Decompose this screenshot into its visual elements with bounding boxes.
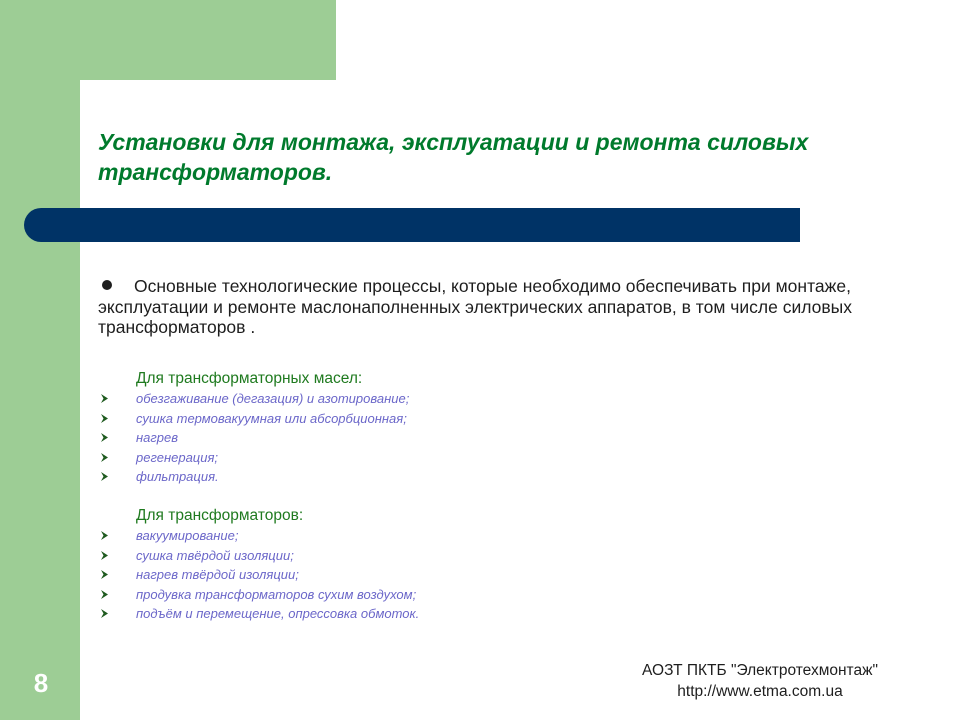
arrow-bullet-icon bbox=[100, 453, 136, 462]
list-item-text: продувка трансформаторов сухим воздухом; bbox=[136, 586, 417, 602]
transformers-heading: Для трансформаторов: bbox=[136, 507, 304, 524]
list-item-text: регенерация; bbox=[136, 449, 219, 465]
intro-text: Основные технологические процессы, которые необходимо обеспечивать при монтаже, эксплуатации и ремонте маслонаполненных электрических аппаратов, в том числе силовых трансформаторов . bbox=[98, 276, 852, 337]
footer bbox=[610, 660, 910, 702]
arrow-bullet-icon bbox=[100, 570, 136, 579]
footer-url: http://www.etma.com.ua bbox=[677, 683, 843, 700]
arrow-bullet-icon bbox=[100, 414, 136, 423]
list-item bbox=[100, 467, 409, 487]
list-item bbox=[100, 526, 419, 546]
list-item-text: сушка термовакуумная или абсорбционная; bbox=[136, 410, 407, 426]
list-item bbox=[100, 546, 419, 566]
slide-title: Установки для монтажа, эксплуатации и ремонта силовых трансформаторов. bbox=[98, 129, 809, 185]
list-item-text: фильтрация. bbox=[136, 469, 219, 485]
list-item bbox=[100, 565, 419, 585]
oils-heading: Для трансформаторных масел: bbox=[136, 370, 363, 387]
green-side-frame bbox=[0, 0, 80, 720]
list-item bbox=[100, 585, 419, 605]
intro-paragraph bbox=[98, 276, 938, 338]
oils-list bbox=[100, 389, 409, 487]
list-item-text: нагрев твёрдой изоляции; bbox=[136, 567, 299, 583]
title-divider-bar bbox=[24, 208, 800, 242]
arrow-bullet-icon bbox=[100, 590, 136, 599]
list-item bbox=[100, 604, 419, 624]
arrow-bullet-icon bbox=[100, 609, 136, 618]
arrow-bullet-icon bbox=[100, 433, 136, 442]
list-item-text: вакуумирование; bbox=[136, 528, 239, 544]
bullet-dot-icon bbox=[102, 280, 112, 290]
list-item-text: обезгаживание (дегазация) и азотирование; bbox=[136, 391, 410, 407]
transformers-list bbox=[100, 526, 419, 624]
arrow-bullet-icon bbox=[100, 394, 136, 403]
list-item-text: подъём и перемещение, опрессовка обмоток. bbox=[136, 606, 420, 622]
list-item-text: сушка твёрдой изоляции; bbox=[136, 547, 294, 563]
arrow-bullet-icon bbox=[100, 472, 136, 481]
green-top-frame bbox=[0, 0, 336, 80]
list-item-text: нагрев bbox=[136, 430, 179, 446]
arrow-bullet-icon bbox=[100, 551, 136, 560]
list-item bbox=[100, 409, 409, 429]
arrow-bullet-icon bbox=[100, 531, 136, 540]
list-item bbox=[100, 389, 409, 409]
list-item bbox=[100, 428, 409, 448]
list-item bbox=[100, 448, 409, 468]
slide-number: 8 bbox=[33, 668, 49, 698]
footer-company: АОЗТ ПКТБ "Электротехмонтаж" bbox=[642, 662, 878, 679]
